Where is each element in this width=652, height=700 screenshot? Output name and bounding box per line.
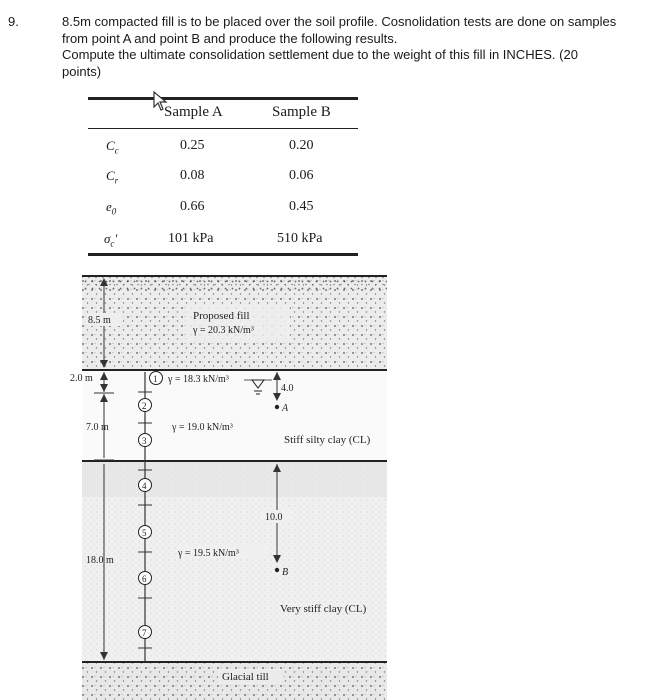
point-b-label: B xyxy=(282,567,289,578)
cr-sample-a: 0.08 xyxy=(180,168,205,183)
very-stiff-clay-label: Very stiff clay (CL) xyxy=(280,603,367,615)
point-5-label: 5 xyxy=(142,528,147,538)
question-line-4: points) xyxy=(62,63,102,79)
fill-top-band xyxy=(82,276,387,290)
point-b-dot xyxy=(275,568,279,572)
point-7-label: 7 xyxy=(142,628,147,638)
point-2-label: 2 xyxy=(142,401,147,411)
point-3-label: 3 xyxy=(142,436,147,446)
question-line-2: from point A and point B and produce the following results. xyxy=(62,30,398,46)
cc-sample-a: 0.25 xyxy=(180,138,205,153)
layer2-gamma: γ = 19.0 kN/m³ xyxy=(172,422,233,433)
question-line-3: Compute the ultimate consolidation settlement due to the weight of this fill in INCHES. (20 xyxy=(62,47,578,62)
dim-4-label: 4.0 xyxy=(281,383,294,394)
symbol-e0: $e_0$ xyxy=(106,199,117,217)
dim-2m-label: 2.0 m xyxy=(70,373,93,384)
sigma-sample-a: 101 kPa xyxy=(168,231,214,246)
fill-label: Proposed fill xyxy=(193,310,250,322)
header-sample-b: Sample B xyxy=(272,104,331,120)
point-a-label: A xyxy=(282,403,289,414)
symbol-sigma-c: $\sigma_c'$ xyxy=(104,231,118,249)
dim-10-label: 10.0 xyxy=(265,512,283,523)
question-number: 9. xyxy=(8,14,19,29)
point-a-dot xyxy=(275,405,279,409)
header-sample-a: Sample A xyxy=(164,104,223,120)
stiff-silty-clay-label: Stiff silty clay (CL) xyxy=(284,434,371,446)
cc-sample-b: 0.20 xyxy=(289,138,314,153)
point-6-label: 6 xyxy=(142,574,147,584)
e0-sample-a: 0.66 xyxy=(180,199,205,214)
dim-7m-label: 7.0 m xyxy=(86,422,109,433)
layer1-gamma: γ = 18.3 kN/m³ xyxy=(168,374,229,385)
stiff-silty-clay-layer xyxy=(82,371,387,461)
fill-gamma: γ = 20.3 kN/m³ xyxy=(193,325,254,336)
dim-18m-label: 18.0 m xyxy=(86,555,114,566)
symbol-cr: $C_r$ xyxy=(106,168,119,186)
layer3-gamma: γ = 19.5 kN/m³ xyxy=(178,548,239,559)
glacial-till-label: Glacial till xyxy=(222,671,269,683)
sigma-sample-b: 510 kPa xyxy=(277,231,323,246)
symbol-cc: $C_c$ xyxy=(106,138,119,156)
point-4-label: 4 xyxy=(142,481,147,491)
fill-height-label: 8.5 m xyxy=(88,315,111,326)
e0-sample-b: 0.45 xyxy=(289,199,314,214)
point-1-label: 1 xyxy=(153,374,158,384)
cr-sample-b: 0.06 xyxy=(289,168,314,183)
very-stiff-clay-shade xyxy=(82,462,387,497)
question-line-1: 8.5m compacted fill is to be placed over the soil profile. Cosnolidation tests are done on samples xyxy=(62,14,617,29)
